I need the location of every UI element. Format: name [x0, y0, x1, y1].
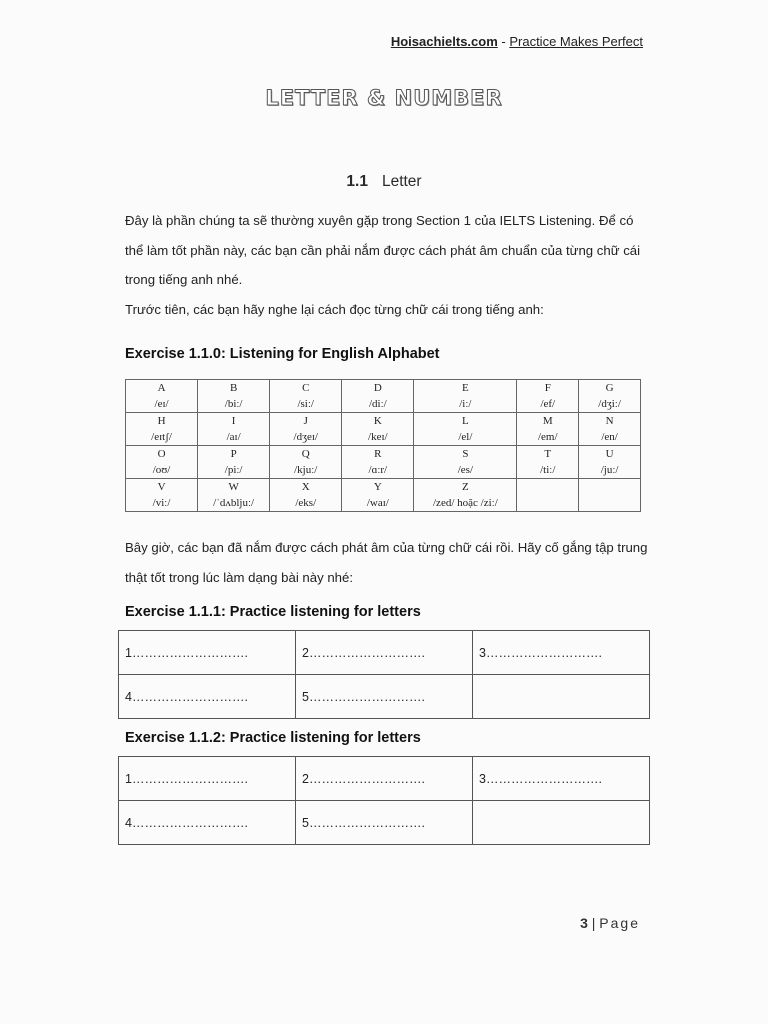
intro-paragraph-1: Đây là phần chúng ta sẽ thường xuyên gặp trong Section 1 của IELTS Listening. Để có thể làm tốt phần này, các bạn cần phải nắm được cách phát âm chuẩn của từng chữ cái trong tiếng anh nhé.	[125, 213, 641, 287]
alphabet-cell	[579, 479, 641, 512]
alphabet-pronunciation: /keɪ/	[368, 431, 388, 443]
alphabet-letter: T	[544, 448, 552, 460]
alphabet-cell	[517, 446, 579, 479]
alphabet-pronunciation: /oʊ/	[152, 464, 171, 476]
alphabet-letter: B	[229, 382, 238, 394]
alphabet-cell	[579, 380, 641, 413]
alphabet-letter: O	[157, 448, 166, 460]
alphabet-pronunciation: /eks/	[295, 497, 317, 509]
page-label: Page	[599, 915, 640, 931]
alphabet-pronunciation: /tiː/	[540, 464, 556, 476]
alphabet-letter: V	[157, 481, 166, 493]
alphabet-pronunciation: /dʒiː/	[598, 398, 621, 410]
answer-blank-empty	[473, 801, 650, 845]
alphabet-cell	[270, 380, 342, 413]
alphabet-cell	[414, 446, 517, 479]
alphabet-cell	[198, 413, 270, 446]
alphabet-letter: Q	[301, 448, 310, 460]
page-title: LETTER & NUMBER	[265, 86, 503, 110]
alphabet-cell	[270, 446, 342, 479]
alphabet-cell	[126, 413, 198, 446]
alphabet-pronunciation: /zed/ hoặc /ziː/	[433, 497, 498, 509]
answer-blank-empty	[473, 675, 650, 719]
alphabet-letter: U	[605, 448, 614, 460]
alphabet-pronunciation: /ˈdʌbljuː/	[213, 497, 255, 509]
alphabet-cell	[342, 446, 414, 479]
alphabet-letter: L	[462, 415, 469, 427]
alphabet-letter: X	[301, 481, 310, 493]
alphabet-letter: M	[542, 415, 553, 427]
header-separator: -	[497, 34, 510, 49]
alphabet-cell	[270, 413, 342, 446]
alphabet-cell	[414, 380, 517, 413]
alphabet-cell	[517, 380, 579, 413]
alphabet-cell	[342, 413, 414, 446]
alphabet-letter: N	[605, 415, 614, 427]
alphabet-letter	[579, 479, 640, 495]
alphabet-pronunciation	[579, 495, 640, 511]
alphabet-pronunciation: /es/	[457, 464, 474, 476]
answer-blank[interactable]: 1……………………….	[119, 631, 296, 675]
alphabet-pronunciation: /diː/	[368, 398, 387, 410]
answer-blank[interactable]: 3……………………….	[473, 757, 650, 801]
alphabet-letter: I	[231, 415, 236, 427]
alphabet-pronunciation: /en/	[601, 431, 618, 443]
alphabet-cell	[342, 380, 414, 413]
footer-separator: |	[587, 915, 600, 931]
answer-blank[interactable]: 4……………………….	[119, 675, 296, 719]
alphabet-letter: Z	[462, 481, 469, 493]
page-number: 3	[580, 915, 588, 931]
transition-text: Bây giờ, các bạn đã nắm được cách phát âm của từng chữ cái rồi. Hãy cố gắng tập trung thật tốt trong lúc làm dạng bài này nhé:	[125, 540, 648, 585]
alphabet-cell	[198, 380, 270, 413]
intro-paragraph	[125, 206, 650, 324]
answer-blank[interactable]: 2……………………….	[296, 757, 473, 801]
alphabet-pronunciation: /siː/	[297, 398, 314, 410]
alphabet-letter: A	[157, 382, 166, 394]
alphabet-cell	[414, 413, 517, 446]
alphabet-pronunciation: /viː/	[152, 497, 171, 509]
intro-paragraph-2: Trước tiên, các bạn hãy nghe lại cách đọc từng chữ cái trong tiếng anh:	[125, 301, 544, 317]
site-name: Hoisachielts.com	[390, 34, 498, 49]
alphabet-letter: G	[605, 382, 614, 394]
alphabet-letter: J	[303, 415, 308, 427]
alphabet-pronunciation: /juː/	[600, 464, 619, 476]
alphabet-cell	[517, 413, 579, 446]
alphabet-cell	[198, 479, 270, 512]
alphabet-cell	[270, 479, 342, 512]
alphabet-pronunciation: /dʒeɪ/	[293, 431, 318, 443]
alphabet-pronunciation	[517, 495, 578, 511]
alphabet-row	[126, 446, 641, 479]
answer-blank[interactable]: 5……………………….	[296, 675, 473, 719]
alphabet-pronunciation: /eɪtʃ/	[151, 431, 172, 443]
alphabet-letter	[517, 479, 578, 495]
alphabet-letter: W	[228, 481, 239, 493]
alphabet-pronunciation: /ɑːr/	[368, 464, 388, 476]
alphabet-letter: C	[302, 382, 310, 394]
alphabet-pronunciation: /waɪ/	[366, 497, 389, 509]
answer-blank[interactable]: 3……………………….	[473, 631, 650, 675]
alphabet-cell	[579, 413, 641, 446]
exercise-110-heading: Exercise 1.1.0: Listening for English Alphabet	[125, 346, 440, 362]
alphabet-letter: R	[374, 448, 382, 460]
alphabet-cell	[579, 446, 641, 479]
alphabet-pronunciation: /aɪ/	[226, 431, 241, 443]
alphabet-cell	[198, 446, 270, 479]
alphabet-letter: F	[544, 382, 551, 394]
alphabet-pronunciation: /biː/	[224, 398, 243, 410]
page-header	[391, 34, 643, 49]
alphabet-pronunciation: /el/	[458, 431, 473, 443]
alphabet-pronunciation: /iː/	[459, 398, 472, 410]
site-tagline: Practice Makes Perfect	[509, 34, 643, 49]
exercise-112-heading: Exercise 1.1.2: Practice listening for letters	[125, 730, 421, 746]
alphabet-cell	[414, 479, 517, 512]
alphabet-table	[125, 379, 641, 512]
alphabet-letter: Y	[373, 481, 382, 493]
alphabet-row	[126, 380, 641, 413]
section-title: Letter	[381, 173, 422, 190]
page-footer	[580, 915, 640, 931]
exercise-112-answer-table	[118, 756, 650, 845]
alphabet-letter: E	[462, 382, 469, 394]
section-number: 1.1	[346, 173, 368, 190]
alphabet-pronunciation: /kjuː/	[294, 464, 318, 476]
alphabet-row	[126, 413, 641, 446]
alphabet-cell	[342, 479, 414, 512]
alphabet-cell	[126, 446, 198, 479]
answer-blank[interactable]: 2……………………….	[296, 631, 473, 675]
alphabet-row	[126, 479, 641, 512]
answer-blank[interactable]: 5……………………….	[296, 801, 473, 845]
alphabet-pronunciation: /piː/	[224, 464, 243, 476]
alphabet-pronunciation: /ef/	[540, 398, 556, 410]
answer-blank[interactable]: 4……………………….	[119, 801, 296, 845]
alphabet-pronunciation: /em/	[537, 431, 558, 443]
section-heading	[0, 173, 768, 191]
alphabet-cell	[126, 479, 198, 512]
alphabet-letter: K	[373, 415, 382, 427]
alphabet-cell	[126, 380, 198, 413]
exercise-111-answer-table	[118, 630, 650, 719]
alphabet-pronunciation: /eɪ/	[154, 398, 169, 410]
alphabet-letter: D	[373, 382, 382, 394]
alphabet-cell	[517, 479, 579, 512]
transition-paragraph	[125, 533, 650, 592]
answer-blank[interactable]: 1……………………….	[119, 757, 296, 801]
alphabet-letter: P	[230, 448, 237, 460]
alphabet-letter: H	[157, 415, 166, 427]
alphabet-letter: S	[462, 448, 469, 460]
exercise-111-heading: Exercise 1.1.1: Practice listening for letters	[125, 604, 421, 620]
